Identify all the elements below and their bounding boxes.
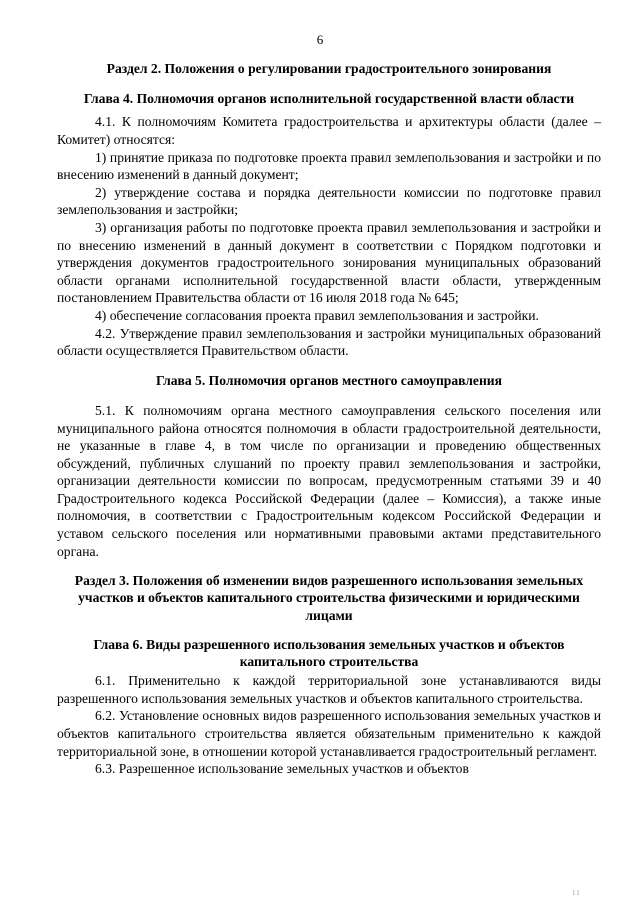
chapter-5-title: Глава 5. Полномочия органов местного самоуправления [155, 372, 502, 388]
paragraph-6-1: 6.1. Применительно к каждой территориальной зоне устанавливаются виды разрешенного использования земельных участков и объектов капитального строительства. [57, 673, 601, 706]
paragraph-6-3: 6.3. Разрешенное использование земельных участков и объектов [95, 761, 469, 777]
page-number: 6 [316, 32, 324, 47]
list-item-4-1-1: 1) принятие приказа по подготовке проекта правил землепользования и застройки и по внесению изменений в данный документ; [57, 149, 601, 183]
paragraph-6-2: 6.2. Установление основных видов разрешенного использования земельных участков и объектов капитального строительства является обязательным применительно к каждой территориальной зоне, в отношении которой устанавливается градостроительный регламент. [57, 708, 601, 759]
chapter-6-title: Глава 6. Виды разрешенного использования земельных участков и объектов капитального строительства [93, 636, 565, 670]
list-item-4-1-2: 2) утверждение состава и порядка деятельности комиссии по подготовке правил землепользования и застройки; [57, 184, 601, 218]
paragraph-4-1: 4.1. К полномочиям Комитета градостроительства и архитектуры области (далее – Комитет) относятся: [57, 114, 601, 147]
document-body [57, 60, 601, 778]
section-2-title: Раздел 2. Положения о регулировании градостроительного зонирования [106, 61, 552, 76]
paragraph-5-1: 5.1. К полномочиям органа местного самоуправления сельского поселения или муниципального района относятся полномочия в области градостроительной деятельности, не указанные в главе 4, в том числе по организации и проведению общественных обсуждений, публичных слушаний по проекту правил землепользования и застройки, организации деятельности комиссии по вопросам, предусмотренным статьями 39 и 40 Градостроительного кодекса Российской Федерации (далее – Комиссия), а также иные полномочия, в соответствии с Градостроительным кодексом Российской Федерации и уставом сельского поселения или нормативными правовыми актами представительного органа. [57, 402, 601, 559]
corner-mark: 11 [572, 889, 581, 897]
list-item-4-1-4: 4) обеспечение согласования проекта правил землепользования и застройки. [95, 307, 539, 323]
paragraph-4-2: 4.2. Утверждение правил землепользования и застройки муниципальных образований области осуществляется Правительством области. [57, 325, 601, 359]
section-3-title: Раздел 3. Положения об изменении видов разрешенного использования земельных участков и объектов капитального строительства физическими и юридическими лицами [74, 573, 584, 623]
list-item-4-1-3: 3) организация работы по подготовке проекта правил землепользования и застройки и по внесению изменений в данный документ в соответствии с Порядком подготовки и утверждения документов градостроительного зонирования муниципальных образований области органами исполнительной государственной власти области, утвержденным постановлением Правительства области от 16 июля 2018 года № 645; [57, 219, 601, 306]
chapter-4-title: Глава 4. Полномочия органов исполнительной государственной власти области [83, 91, 575, 107]
